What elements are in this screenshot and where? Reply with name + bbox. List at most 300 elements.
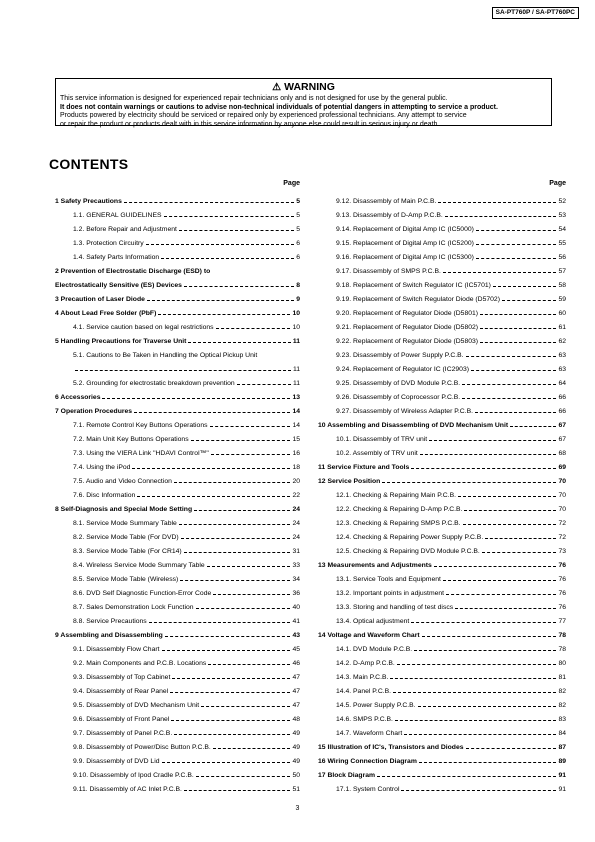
toc-leader-dots [480,328,556,329]
toc-entry-page: 43 [292,631,300,639]
toc-entry[interactable] [55,194,300,208]
toc-leader-dots [502,300,556,301]
toc-entry[interactable] [318,418,566,432]
toc-entry-page: 66 [558,393,566,401]
toc-entry[interactable] [55,530,300,544]
toc-entry-label: 16 Wiring Connection Diagram [318,757,417,765]
toc-entry-page: 62 [558,337,566,345]
toc-leader-dots [419,762,557,763]
toc-entry[interactable] [55,656,300,670]
toc-leader-dots [475,412,556,413]
page-column-header: Page [283,180,300,187]
toc-entry-label: 9.24. Replacement of Regulator IC (IC2903) [336,365,469,373]
toc-leader-dots [401,790,556,791]
toc-column-right [318,178,566,796]
toc-entry-label: 12.5. Checking & Repairing DVD Module P.C.B. [336,547,480,555]
toc-entry-label: 10.2. Assembly of TRV unit [336,449,418,457]
toc-entry-label: 7.5. Audio and Video Connection [73,477,172,485]
toc-leader-dots [395,720,557,721]
toc-leader-dots [180,580,290,581]
toc-entry-page: 16 [292,449,300,457]
toc-entry[interactable] [55,348,300,362]
toc-entry-page: 6 [296,239,300,247]
toc-entry[interactable] [55,362,300,376]
toc-entry-page: 51 [292,785,300,793]
toc-leader-dots [137,496,290,497]
toc-entry-label: 9.17. Disassembly of SMPS P.C.B. [336,267,441,275]
toc-entry[interactable] [318,628,566,642]
toc-entry[interactable] [55,460,300,474]
toc-entry[interactable] [55,320,300,334]
toc-entry[interactable] [318,446,566,460]
toc-entry-page: 59 [558,295,566,303]
toc-entry-label: 3 Precaution of Laser Diode [55,295,145,303]
toc-entry[interactable] [318,222,566,236]
toc-entry-page: 24 [292,519,300,527]
toc-entry[interactable] [318,600,566,614]
toc-entry[interactable] [55,418,300,432]
toc-entry-label: 13.1. Service Tools and Equipment [336,575,441,583]
toc-entry[interactable] [318,194,566,208]
contents-title: CONTENTS [49,156,129,172]
toc-entry-page: 76 [558,603,566,611]
toc-leader-dots [179,524,291,525]
toc-entry-label: 8.5. Service Mode Table (Wireless) [73,575,179,583]
toc-leader-dots [194,510,290,511]
toc-entry-label: 9.19. Replacement of Switch Regulator Diode (D5702) [336,295,500,303]
toc-entry-label: 7.6. Disc Information [73,491,136,499]
toc-leader-dots [237,384,291,385]
toc-entry[interactable] [55,236,300,250]
warning-line: or repair the product or products dealt with in this service information by anyone else could result in serious injury or death. [60,120,440,128]
toc-entry-page: 77 [558,617,566,625]
toc-entry-page: 82 [558,687,566,695]
toc-leader-dots [188,342,290,343]
toc-leader-dots [171,720,290,721]
toc-entry-label: 8.7. Sales Demonstration Lock Function [73,603,194,611]
toc-leader-dots [471,370,556,371]
toc-entry[interactable] [55,292,300,306]
toc-entry-label: 5 Handling Precautions for Traverse Unit [55,337,187,345]
toc-leader-dots [510,426,556,427]
toc-entry[interactable] [55,782,300,796]
toc-entry-page: 49 [292,743,300,751]
toc-entry-label: 7.3. Using the VIERA Link "HDAVI Control™" [73,449,209,457]
toc-entry-page: 11 [292,379,300,387]
toc-entry-page: 40 [292,603,300,611]
toc-entry-label: 14.7. Waveform Chart [336,729,403,737]
toc-entry-label: 1.2. Before Repair and Adjustment [73,225,177,233]
toc-leader-dots [201,706,290,707]
toc-entry[interactable] [55,544,300,558]
toc-entry-label: 9.8. Disassembly of Power/Disc Button P.C.B. [73,743,211,751]
toc-entry-page: 80 [558,659,566,667]
toc-entry-page: 76 [558,575,566,583]
toc-entry[interactable] [318,250,566,264]
toc-entry-label: 9.4. Disassembly of Rear Panel [73,687,169,695]
toc-entry-page: 72 [558,519,566,527]
toc-entry[interactable] [318,404,566,418]
toc-entry-page: 56 [558,253,566,261]
toc-entry[interactable] [318,642,566,656]
toc-leader-dots [480,342,556,343]
toc-leader-dots [174,734,290,735]
toc-entry-label: 1.1. GENERAL GUIDELINES [73,211,162,219]
toc-entry[interactable] [55,740,300,754]
toc-leader-dots [172,678,290,679]
toc-entry-page: 84 [558,729,566,737]
toc-entry-label: 9.2. Main Components and P.C.B. Locations [73,659,207,667]
toc-entry-page: 22 [292,491,300,499]
toc-entry-page: 36 [292,589,300,597]
toc-entry[interactable] [55,726,300,740]
toc-entry[interactable] [55,572,300,586]
toc-entry[interactable] [318,544,566,558]
toc-entry-label: 4.1. Service caution based on legal restrictions [73,323,214,331]
toc-entry-page: 47 [292,701,300,709]
toc-entry[interactable] [318,334,566,348]
toc-entry-page: 67 [558,421,566,429]
toc-entry[interactable] [318,572,566,586]
toc-entry-page: 24 [292,505,300,513]
toc-entry-page: 63 [558,351,566,359]
toc-entry-page: 83 [558,715,566,723]
toc-entry-label: 1.4. Safety Parts Information [73,253,160,261]
toc-entry[interactable] [318,208,566,222]
toc-entry[interactable] [55,222,300,236]
toc-leader-dots [213,748,291,749]
toc-entry-label: 14.4. Panel P.C.B. [336,687,392,695]
toc-entry-label: 8.8. Service Precautions [73,617,147,625]
toc-entry-label: 1.3. Protection Circuitry [73,239,144,247]
toc-leader-dots [485,538,556,539]
toc-leader-dots [207,566,291,567]
toc-entry[interactable] [318,236,566,250]
toc-leader-dots [466,748,557,749]
toc-entry[interactable] [318,502,566,516]
toc-entry-label: 2 Prevention of Electrostatic Discharge (ESD) to [55,267,211,275]
toc-entry[interactable] [318,516,566,530]
toc-leader-dots [165,636,291,637]
toc-list-left [55,194,300,796]
warning-triangle-icon: ⚠ [272,82,282,93]
toc-entry[interactable] [55,614,300,628]
toc-leader-dots [196,608,291,609]
toc-entry-label: 9.16. Replacement of Digital Amp IC (IC5300) [336,253,474,261]
toc-entry[interactable] [318,698,566,712]
toc-entry-page: 20 [292,477,300,485]
toc-entry-label: 5.2. Grounding for electrostatic breakdown prevention [73,379,235,387]
toc-leader-dots [181,538,291,539]
warning-box [55,78,552,126]
toc-entry-page: 5 [296,211,300,219]
warning-line: Products powered by electricity should be serviced or repaired only by experienced professional technicians. Any attempt to service [60,112,467,120]
toc-entry[interactable] [318,712,566,726]
toc-entry[interactable] [55,502,300,516]
toc-leader-dots [210,426,291,427]
toc-entry[interactable] [318,292,566,306]
toc-entry-label: 14.6. SMPS P.C.B. [336,715,393,723]
toc-leader-dots [446,594,556,595]
toc-entry[interactable] [318,656,566,670]
toc-entry[interactable] [318,264,566,278]
toc-entry[interactable] [318,768,566,782]
toc-entry[interactable] [318,460,566,474]
toc-leader-dots [480,314,556,315]
toc-leader-dots [404,734,556,735]
toc-entry-label: 12.2. Checking & Repairing D-Amp P.C.B. [336,505,463,513]
toc-entry-page: 10 [292,309,300,317]
toc-entry[interactable] [318,614,566,628]
toc-entry-page: 15 [292,435,300,443]
toc-entry[interactable] [318,754,566,768]
warning-line: This service information is designed for experienced repair technicians only and is not designed for use by the general public. [60,95,448,102]
toc-entry-label: 12 Service Position [318,477,381,485]
toc-entry-label: 8.1. Service Mode Summary Table [73,519,177,527]
toc-leader-dots [213,594,290,595]
toc-entry-label: 7 Operation Procedures [55,407,133,415]
toc-entry-label: 8 Self-Diagnosis and Special Mode Setting [55,505,193,513]
toc-entry[interactable] [55,334,300,348]
toc-entry-label: 9.10. Disassembly of Ipod Cradle P.C.B. [73,771,194,779]
toc-entry[interactable] [318,726,566,740]
toc-leader-dots [149,622,291,623]
toc-leader-dots [493,286,557,287]
toc-leader-dots [445,216,557,217]
toc-entry-label: 13.3. Storing and handling of test discs [336,603,454,611]
toc-leader-dots [429,440,556,441]
toc-entry[interactable] [55,712,300,726]
toc-entry-label: 1 Safety Precautions [55,197,122,205]
toc-list-right [318,194,566,796]
toc-entry-label: 13 Measurements and Adjustments [318,561,432,569]
warning-title [60,81,547,94]
toc-entry-page: 57 [558,267,566,275]
warning-title-text: WARNING [284,81,335,93]
toc-entry[interactable] [318,376,566,390]
toc-leader-dots [458,496,556,497]
toc-entry-label: 12.3. Checking & Repairing SMPS P.C.B. [336,519,461,527]
toc-entry-page: 61 [558,323,566,331]
toc-entry-page: 9 [296,295,300,303]
toc-leader-dots [464,510,556,511]
toc-entry-page: 55 [558,239,566,247]
toc-entry[interactable] [318,306,566,320]
toc-entry-page: 14 [292,407,300,415]
toc-entry-page: 11 [292,337,300,345]
toc-leader-dots [463,524,557,525]
toc-entry-label: 9.15. Replacement of Digital Amp IC (IC5200) [336,239,474,247]
toc-leader-dots [455,608,556,609]
toc-entry[interactable] [318,684,566,698]
toc-entry-page: 76 [558,561,566,569]
toc-entry-page: 5 [296,197,300,205]
toc-entry-page: 46 [292,659,300,667]
toc-leader-dots [438,202,556,203]
toc-entry[interactable] [55,208,300,222]
toc-entry-page: 50 [292,771,300,779]
toc-leader-dots [174,482,291,483]
toc-entry-page: 91 [558,785,566,793]
toc-entry[interactable] [55,642,300,656]
toc-entry-label: 15 Illustration of IC's, Transistors and Diodes [318,743,464,751]
toc-entry[interactable] [55,264,300,278]
toc-entry[interactable] [318,740,566,754]
toc-entry-label: 12.4. Checking & Repairing Power Supply P.C.B. [336,533,484,541]
toc-entry-label: 8.3. Service Mode Table (For CR14) [73,547,182,555]
toc-entry-page: 68 [558,449,566,457]
toc-leader-dots [411,468,556,469]
toc-entry-page: 34 [292,575,300,583]
toc-entry-label: 9.5. Disassembly of DVD Mechanism Unit [73,701,200,709]
toc-entry[interactable] [55,754,300,768]
toc-entry-page: 45 [292,645,300,653]
toc-entry[interactable] [55,306,300,320]
toc-leader-dots [164,216,295,217]
toc-entry[interactable] [55,684,300,698]
toc-leader-dots [147,300,294,301]
toc-entry[interactable] [55,516,300,530]
toc-entry-label: 7.2. Main Unit Key Buttons Operations [73,435,189,443]
toc-entry-page: 53 [558,211,566,219]
toc-entry-page: 58 [558,281,566,289]
toc-entry[interactable] [55,628,300,642]
toc-entry[interactable] [55,390,300,404]
toc-entry[interactable] [55,488,300,502]
toc-entry-page: 91 [558,771,566,779]
toc-entry-page: 41 [292,617,300,625]
model-tag: SA-PT760P / SA-PT760PC [492,7,579,19]
toc-leader-dots [170,692,290,693]
toc-entry-page: 54 [558,225,566,233]
toc-entry[interactable] [55,432,300,446]
toc-entry[interactable] [55,670,300,684]
toc-entry[interactable] [318,474,566,488]
toc-entry-label: 9.27. Disassembly of Wireless Adapter P.C.B. [336,407,474,415]
toc-entry[interactable] [55,586,300,600]
toc-entry[interactable] [55,446,300,460]
toc-entry-page: 5 [296,225,300,233]
toc-entry-page: 49 [292,729,300,737]
toc-leader-dots [476,230,557,231]
toc-leader-dots [162,762,291,763]
toc-entry-page: 69 [558,463,566,471]
toc-entry-label: 8.4. Wireless Service Mode Summary Table [73,561,205,569]
toc-leader-dots [184,790,291,791]
toc-entry[interactable] [318,530,566,544]
toc-entry-page: 67 [558,435,566,443]
toc-leader-dots [161,258,294,259]
toc-entry-label: 9.23. Disassembly of Power Supply P.C.B. [336,351,464,359]
toc-leader-dots [420,454,557,455]
warning-line: It does not contain warnings or cautions to advise non-technical individuals of potential dangers in attempting to service a product. [60,103,498,111]
toc-entry-page: 31 [292,547,300,555]
toc-entry-label: 8.2. Service Mode Table (For DVD) [73,533,179,541]
toc-entry[interactable] [55,698,300,712]
toc-entry-page: 33 [292,561,300,569]
toc-entry-label: 11 Service Fixture and Tools [318,463,410,471]
toc-entry[interactable] [55,474,300,488]
toc-entry-label: Electrostatically Sensitive (ES) Devices [55,281,182,289]
toc-leader-dots [443,580,557,581]
toc-entry-page: 18 [292,463,300,471]
toc-entry[interactable] [55,768,300,782]
toc-entry-page: 60 [558,309,566,317]
toc-leader-dots [382,482,556,483]
toc-entry-label: 13.4. Optical adjustment [336,617,410,625]
toc-leader-dots [208,664,290,665]
toc-entry-label: 6 Accessories [55,393,101,401]
toc-entry-page: 76 [558,589,566,597]
toc-leader-dots [397,664,557,665]
toc-entry-page: 78 [558,631,566,639]
toc-entry-label: 9.7. Disassembly of Panel P.C.B. [73,729,173,737]
toc-entry-page: 10 [292,323,300,331]
toc-entry[interactable] [318,586,566,600]
toc-entry-label: 9.18. Replacement of Switch Regulator IC (IC5701) [336,281,491,289]
toc-entry-label: 9.25. Disassembly of DVD Module P.C.B. [336,379,461,387]
toc-leader-dots [132,468,290,469]
toc-entry-label: 9.21. Replacement of Regulator Diode (D5802) [336,323,479,331]
toc-entry-page: 72 [558,533,566,541]
toc-entry[interactable] [55,376,300,390]
toc-entry[interactable] [318,782,566,796]
toc-leader-dots [476,258,557,259]
toc-entry-page: 47 [292,687,300,695]
toc-entry[interactable] [55,278,300,292]
toc-entry-page: 89 [558,757,566,765]
toc-entry[interactable] [318,278,566,292]
toc-leader-dots [393,692,556,693]
toc-entry[interactable] [318,362,566,376]
toc-leader-dots [462,398,556,399]
toc-entry[interactable] [318,488,566,502]
toc-leader-dots [418,706,557,707]
toc-entry[interactable] [318,390,566,404]
toc-entry-label: 9.22. Replacement of Regulator Diode (D5803) [336,337,479,345]
toc-entry[interactable] [318,670,566,684]
toc-leader-dots [414,650,556,651]
toc-entry-page: 81 [558,673,566,681]
toc-entry[interactable] [318,558,566,572]
toc-entry[interactable] [55,600,300,614]
toc-leader-dots [191,440,291,441]
toc-entry[interactable] [55,250,300,264]
toc-entry-label: 14.3. Main P.C.B. [336,673,389,681]
toc-entry-page: 70 [558,491,566,499]
toc-entry-page: 64 [558,379,566,387]
toc-entry-label: 9.13. Disassembly of D-Amp P.C.B. [336,211,443,219]
toc-leader-dots [124,202,294,203]
toc-entry[interactable] [55,558,300,572]
toc-entry-label: 14 Voltage and Waveform Chart [318,631,420,639]
toc-leader-dots [216,328,291,329]
toc-entry-page: 73 [558,547,566,555]
toc-entry[interactable] [55,404,300,418]
toc-entry-page: 66 [558,407,566,415]
toc-leader-dots [476,244,557,245]
toc-entry-label: 17 Block Diagram [318,771,376,779]
toc-entry-label: 9.9. Disassembly of DVD Lid [73,757,160,765]
toc-entry-label: 9.3. Disassembly of Top Cabinet [73,673,171,681]
toc-leader-dots [434,566,557,567]
toc-entry-page: 13 [292,393,300,401]
toc-leader-dots [184,552,291,553]
toc-entry[interactable] [318,432,566,446]
toc-entry-page: 70 [558,505,566,513]
toc-entry[interactable] [318,348,566,362]
toc-entry[interactable] [318,320,566,334]
